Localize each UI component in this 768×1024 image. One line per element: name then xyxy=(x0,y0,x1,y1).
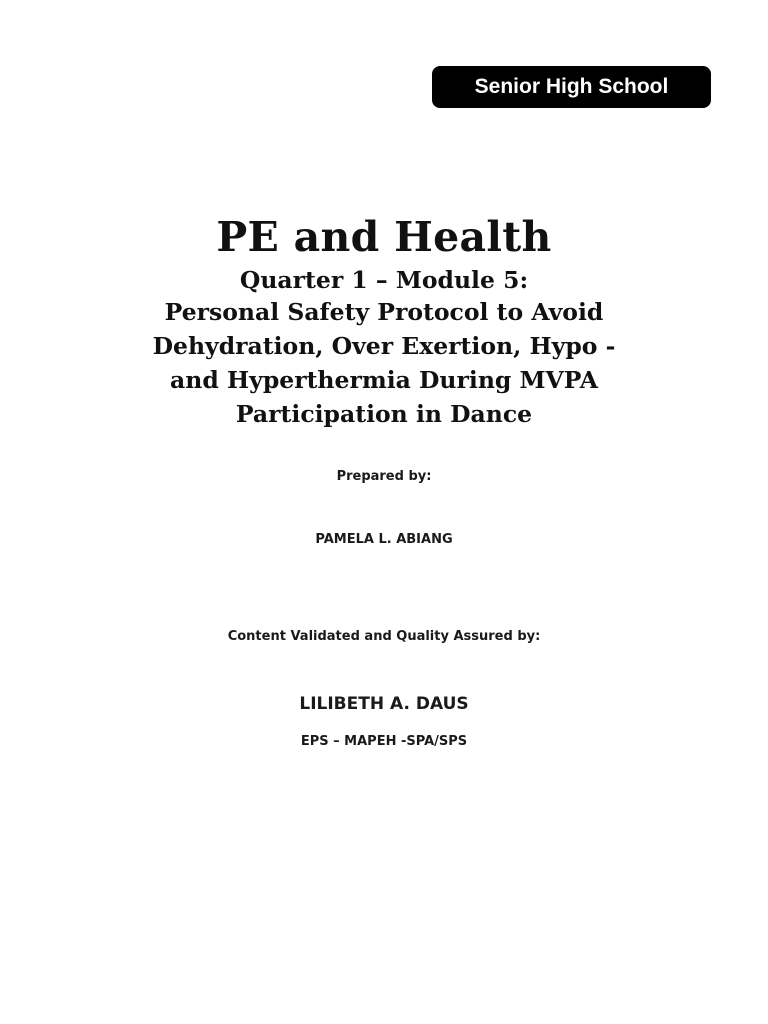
validator-position: EPS – MAPEH -SPA/SPS xyxy=(300,734,468,749)
validator-name: LILIBETH A. DAUS xyxy=(299,694,469,714)
page-title: PE and Health xyxy=(216,213,552,261)
quarter-module-subtitle: Quarter 1 – Module 5: xyxy=(239,266,529,294)
module-title-line: Participation in Dance xyxy=(235,400,533,428)
preparer-name: PAMELA L. ABIANG xyxy=(315,532,453,547)
module-title-line: Dehydration, Over Exertion, Hypo - xyxy=(152,332,616,360)
validated-by-label: Content Validated and Quality Assured by: xyxy=(227,629,541,644)
module-title-line: and Hyperthermia During MVPA xyxy=(170,366,598,394)
module-title xyxy=(0,295,768,431)
senior-high-school-badge xyxy=(432,66,711,108)
badge-label: Senior High School xyxy=(474,75,669,98)
prepared-by-label: Prepared by: xyxy=(336,469,432,484)
module-title-line: Personal Safety Protocol to Avoid xyxy=(164,298,604,326)
